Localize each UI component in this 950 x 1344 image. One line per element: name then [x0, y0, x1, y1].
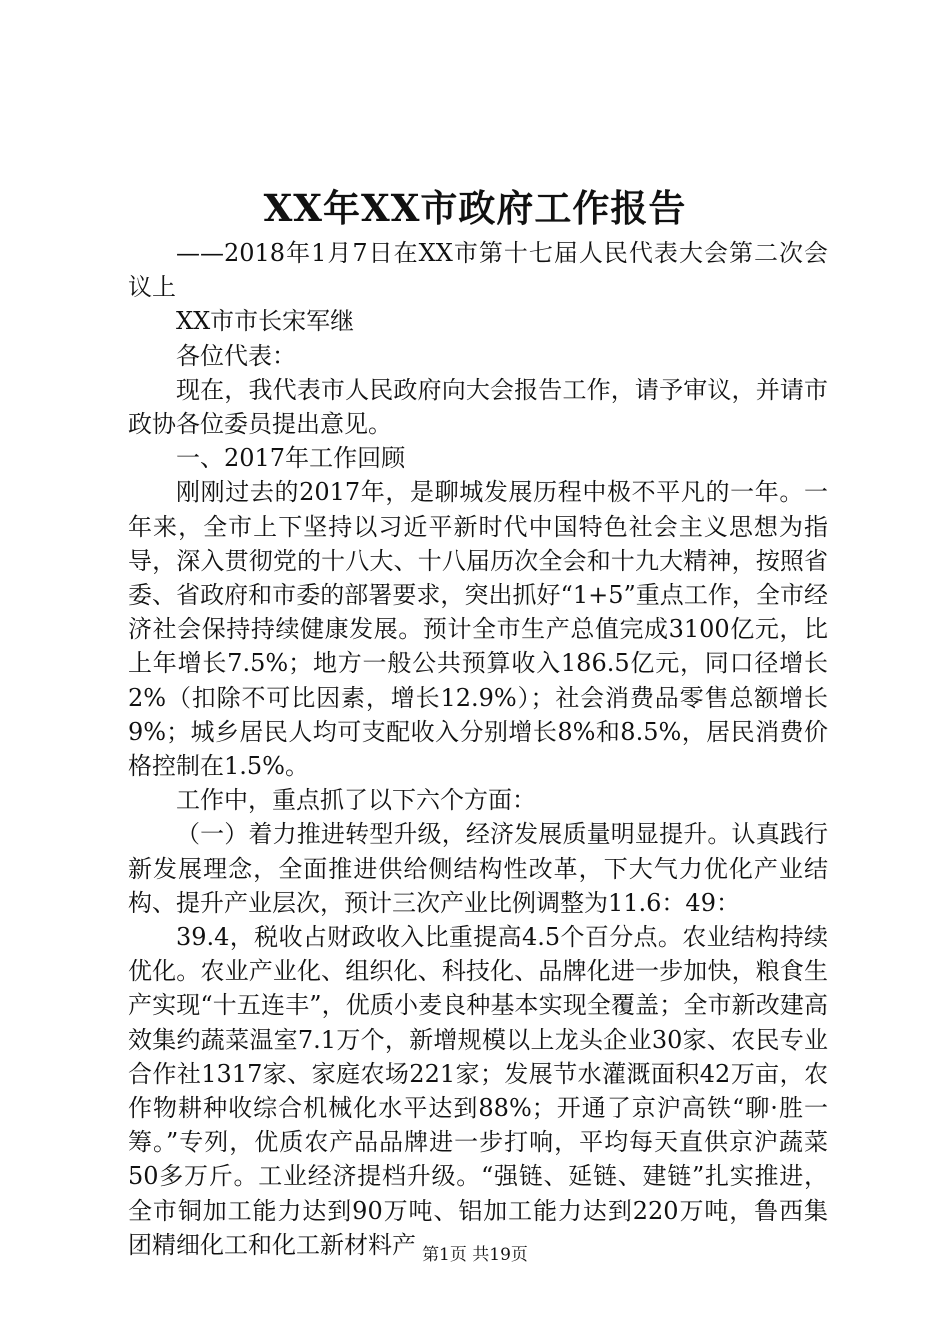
salutation-paragraph: 各位代表： [176, 341, 296, 370]
document-body [128, 236, 828, 1262]
document-title: XX年XX市政府工作报告 [263, 186, 687, 230]
body-paragraph: 现在，我代表市人民政府向大会报告工作，请予审议，并请市政协各位委员提出意见。 [128, 375, 828, 439]
body-paragraph: 工作中，重点抓了以下六个方面： [176, 786, 536, 815]
subtitle-paragraph: ——2018年1月7日在XX市第十七届人民代表大会第二次会议上 [128, 239, 828, 302]
body-paragraph: （一）着力推进转型升级，经济发展质量明显提升。认真践行新发展理念，全面推进供给侧结构性改革，下大气力优化产业结构、提升产业层次，预计三次产业比例调整为11.6：49： [128, 820, 828, 917]
body-paragraph: 刚刚过去的2017年，是聊城发展历程中极不平凡的一年。一年来，全市上下坚持以习近平新时代中国特色社会主义思想为指导，深入贯彻党的十八大、十八届历次全会和十九大精神，按照省委、省政府和市委的部署要求，突出抓好“1+5”重点工作，全市经济社会保持持续健康发展。预计全市生产总值完成3100亿元，比上年增长7.5%；地方一般公共预算收入186.5亿元，同口径增长2%（扣除不可比因素，增长12.9%）；社会消费品零售总额增长9%；城乡居民人均可支配收入分别增长8%和8.5%，居民消费价格控制在1.5%。 [128, 478, 828, 781]
section-heading: 一、2017年工作回顾 [176, 444, 406, 473]
author-paragraph: XX市市长宋军继 [176, 307, 355, 336]
body-paragraph: 39.4，税收占财政收入比重提高4.5个百分点。农业结构持续优化。农业产业化、组织化、科技化、品牌化进一步加快，粮食生产实现“十五连丰”，优质小麦良种基本实现全覆盖；全市新改建高效集约蔬菜温室7.1万个，新增规模以上龙头企业30家、农民专业合作社1317家、家庭农场221家；发展节水灌溉面积42万亩，农作物耕种收综合机械化水平达到88%；开通了京沪高铁“聊·胜一筹。”专列，优质农产品品牌进一步打响，平均每天直供京沪蔬菜50多万斤。工业经济提档升级。“强链、延链、建链”扎实推进，全市铜加工能力达到90万吨、铝加工能力达到220万吨，鲁西集团精细化工和化工新材料产 [128, 923, 828, 1259]
page-number-footer: 第1页 共19页 [422, 1245, 528, 1265]
